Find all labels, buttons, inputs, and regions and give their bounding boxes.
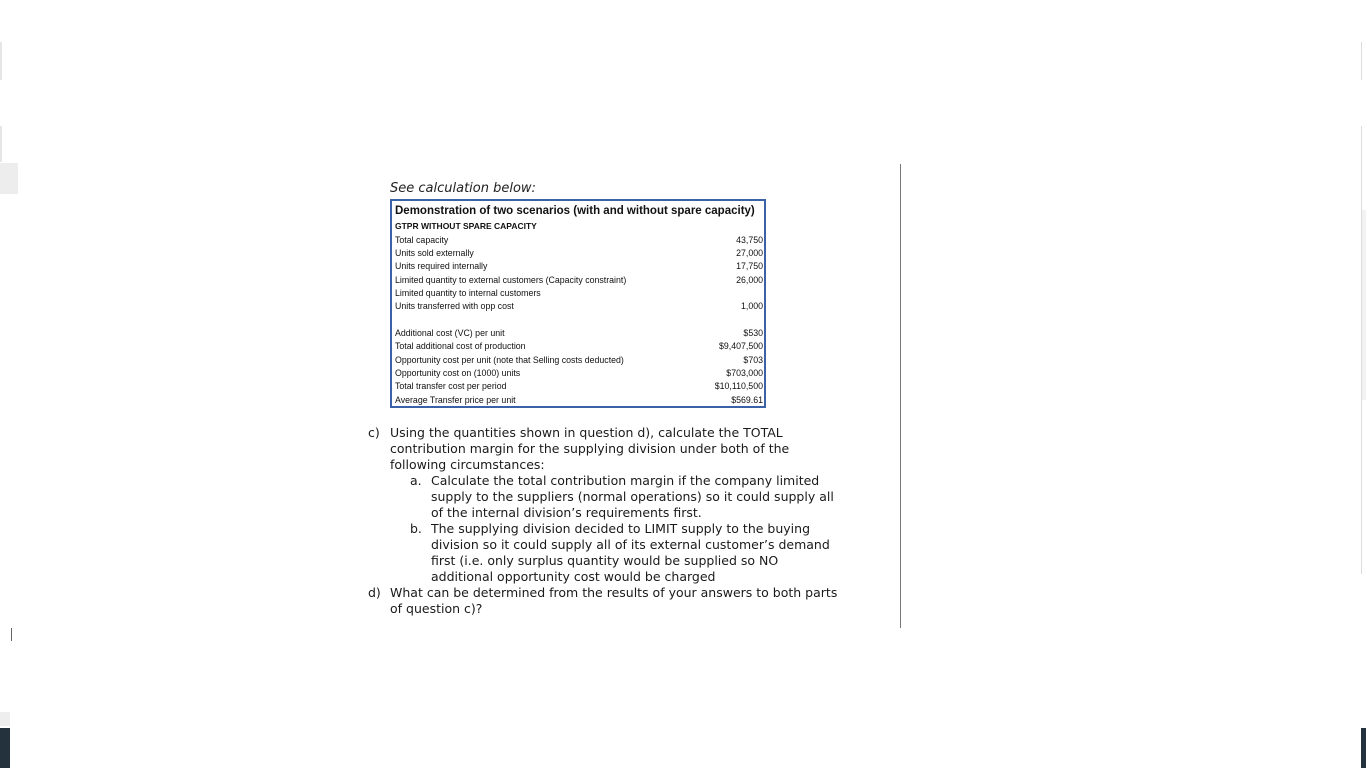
row-label: Additional cost (VC) per unit [395, 328, 505, 338]
window-edge [0, 126, 2, 162]
text-cursor [11, 628, 12, 641]
row-label: Units transferred with opp cost [395, 301, 514, 311]
row-label: Limited quantity to internal customers [395, 288, 541, 298]
sub-question-list [410, 473, 838, 585]
table-row [395, 367, 763, 380]
row-value: 1,000 [740, 301, 763, 311]
table-row [395, 394, 763, 407]
gutter-mark [0, 712, 10, 726]
row-label: Total transfer cost per period [395, 381, 507, 391]
table-row [395, 247, 763, 260]
sub-question-a [410, 473, 838, 521]
row-value: $569.61 [731, 395, 763, 405]
window-edge [0, 42, 2, 80]
row-label: Limited quantity to external customers (Capacity constraint) [395, 275, 627, 285]
table-row [395, 234, 763, 247]
table-title: Demonstration of two scenarios (with and without spare capacity) [395, 205, 755, 217]
table-row [395, 313, 763, 326]
question-marker: d) [368, 585, 381, 600]
question-marker: c) [368, 425, 380, 440]
table-row [395, 380, 763, 393]
question-list [368, 425, 838, 617]
taskbar-edge [0, 728, 10, 768]
row-value: 26,000 [736, 275, 763, 285]
row-value: $530 [743, 328, 763, 338]
taskbar-edge [1361, 728, 1366, 768]
row-label: Total additional cost of production [395, 341, 526, 351]
calculation-table [390, 199, 766, 408]
table-subtitle: GTPR WITHOUT SPARE CAPACITY [395, 221, 537, 231]
table-row [395, 274, 763, 287]
sub-question-text: Calculate the total contribution margin if the company limited supply to the suppliers (normal operations) so it could supply all of the internal division’s requirements first. [431, 473, 834, 520]
scrollbar-track[interactable] [1361, 42, 1366, 80]
question-d [368, 585, 838, 617]
row-value: 43,750 [736, 235, 763, 245]
question-c [368, 425, 838, 585]
table-row [395, 340, 763, 353]
intro-text: See calculation below: [390, 181, 536, 196]
row-label: Opportunity cost on (1000) units [395, 368, 521, 378]
sub-question-marker: b. [410, 521, 422, 536]
row-value: 27,000 [736, 248, 763, 258]
side-tab[interactable] [0, 163, 18, 194]
sub-question-marker: a. [410, 473, 422, 488]
row-label: Average Transfer price per unit [395, 395, 516, 405]
sub-question-b [410, 521, 838, 585]
sub-question-text: The supplying division decided to LIMIT supply to the buying division so it could supply all of its external customer’s demand first (i.e. only surplus quantity would be supplied so NO additional opportunity cost would be charged [431, 521, 830, 584]
question-text: Using the quantities shown in question d), calculate the TOTAL contribution margin for the supplying division under both of the following circumstances: [390, 425, 790, 472]
row-value: 17,750 [736, 261, 763, 271]
table-row [395, 260, 763, 273]
page-divider [900, 164, 901, 628]
row-value: $10,110,500 [714, 381, 763, 391]
row-label: Units sold externally [395, 248, 474, 258]
row-label: Units required internally [395, 261, 488, 271]
table-row [395, 327, 763, 340]
row-value: $703,000 [726, 368, 763, 378]
row-value: $9,407,500 [718, 341, 763, 351]
table-row [395, 354, 763, 367]
row-value: $703 [743, 355, 763, 365]
question-text: What can be determined from the results of your answers to both parts of question c)? [390, 585, 838, 616]
table-row [395, 300, 763, 313]
row-label: Opportunity cost per unit (note that Selling costs deducted) [395, 355, 624, 365]
scrollbar-thumb[interactable] [1362, 210, 1366, 400]
row-label: Total capacity [395, 235, 449, 245]
table-row [395, 287, 763, 300]
